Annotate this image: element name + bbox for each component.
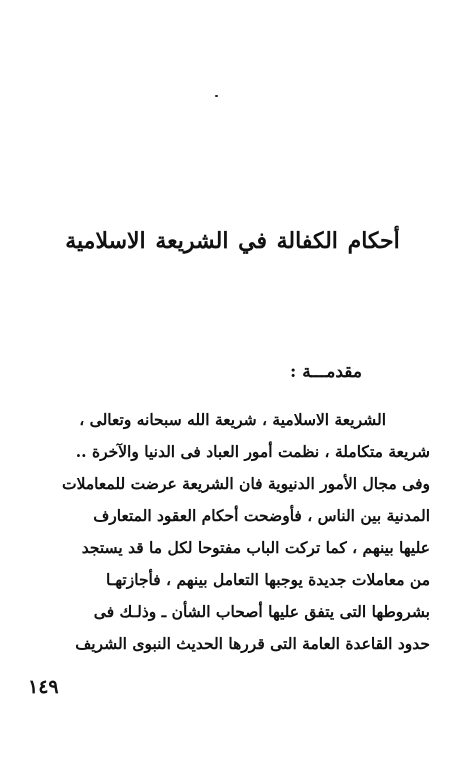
paragraph-line: الشريعة الاسلامية ، شريعة الله سبحانه وتعالى ، [79,410,386,429]
paragraph-line: المدنية بين الناس ، فأوضحت أحكام العقود المتعارف [93,506,430,525]
section-heading: مقدمـــة : [290,362,362,382]
paragraph-line: بشروطها التى يتفق عليها أصحاب الشأن ـ وذلـك فى [93,602,430,621]
body-paragraph [18,404,430,660]
paragraph-line: شريعة متكاملة ، نظمت أمور العباد فى الدنيا والآخرة .. [75,442,430,461]
paragraph-line: حدود القاعدة العامة التى قررها الحديث النبوى الشريف [75,634,430,653]
chapter-title: أحكام الكفالة في الشريعة الاسلامية [65,228,400,254]
page-number: ١٤٩ [28,676,59,698]
print-speck [215,95,218,97]
paragraph-line: عليها بينهم ، كما تركت الباب مفتوحا لكل ما قد يستجد [81,538,430,557]
paragraph-line: من معاملات جديدة يوجبها التعامل بينهم ، فأجازتهـا [106,570,430,589]
paragraph-line: وفى مجال الأمور الدنيوية فان الشريعة عرضت للمعاملات [62,474,430,493]
